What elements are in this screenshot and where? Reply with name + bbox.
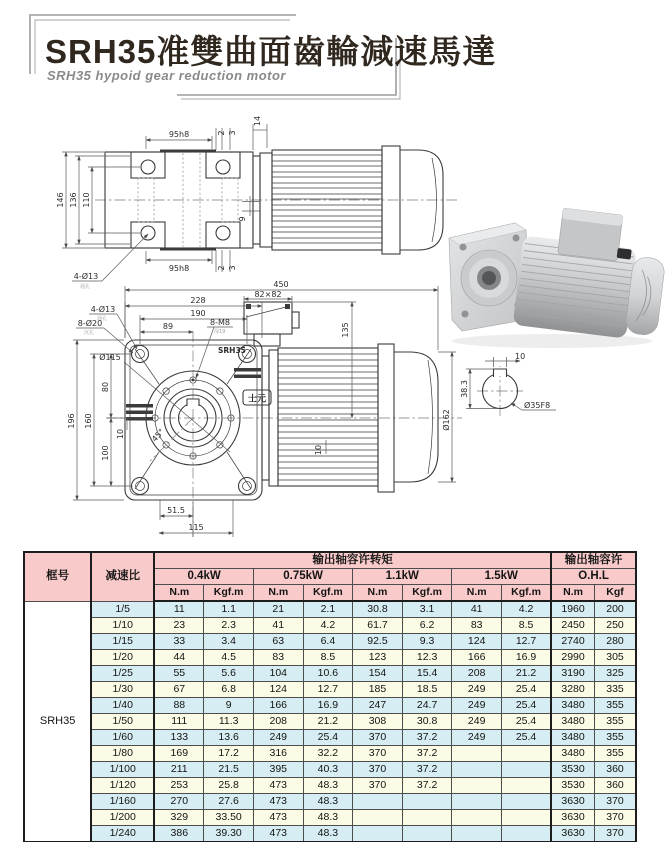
hole-note: 沉孔 xyxy=(84,330,95,336)
table-cell: 4.2 xyxy=(303,618,353,634)
dim-label: 9 xyxy=(238,216,247,222)
hole-callout: 8-Ø20 xyxy=(77,319,103,328)
table-cell: 249 xyxy=(452,698,502,714)
table-cell: 370 xyxy=(353,762,403,778)
dim-label: 146 xyxy=(56,192,65,208)
table-cell: 40.3 xyxy=(303,762,353,778)
table-cell: 15.4 xyxy=(402,666,452,682)
table-cell: 88 xyxy=(154,698,204,714)
top-view-drawing xyxy=(56,116,458,290)
table-cell: 270 xyxy=(154,794,204,810)
col-header-kw: 1.5kW xyxy=(452,569,551,585)
dim-label: 51.5 xyxy=(167,506,185,515)
photo-cable-gland xyxy=(617,248,632,260)
table-cell: 395 xyxy=(253,762,303,778)
ratio-cell: 1/5 xyxy=(91,601,154,618)
table-cell: 6.2 xyxy=(402,618,452,634)
table-cell: 370 xyxy=(595,810,636,826)
table-cell: 18.5 xyxy=(402,682,452,698)
table-cell: 32.2 xyxy=(303,746,353,762)
table-cell: 3.1 xyxy=(402,601,452,618)
table-cell: 249 xyxy=(452,730,502,746)
ratio-cell: 1/30 xyxy=(91,682,154,698)
table-cell: 27.6 xyxy=(204,794,254,810)
dim-label: 196 xyxy=(67,413,76,429)
col-header-torque: 输出轴容许转矩 xyxy=(154,552,551,569)
table-cell: 1960 xyxy=(551,601,594,618)
table-cell: 11.3 xyxy=(204,714,254,730)
table-cell: 30.8 xyxy=(353,601,403,618)
table-cell: 1.1 xyxy=(204,601,254,618)
table-cell: 133 xyxy=(154,730,204,746)
table-cell: 473 xyxy=(253,810,303,826)
table-cell: 10.6 xyxy=(303,666,353,682)
ratio-cell: 1/40 xyxy=(91,698,154,714)
table-cell: 21.2 xyxy=(303,714,353,730)
table-cell: 30.8 xyxy=(402,714,452,730)
table-cell: 37.2 xyxy=(402,762,452,778)
table-cell: 9 xyxy=(204,698,254,714)
dim-label: Ø162 xyxy=(442,409,451,431)
table-cell: 3630 xyxy=(551,794,594,810)
brand-logo: 士元 xyxy=(247,394,267,405)
table-cell xyxy=(502,794,552,810)
table-cell: 249 xyxy=(253,730,303,746)
table-cell: 48.3 xyxy=(303,778,353,794)
table-row xyxy=(24,650,636,666)
dim-label: 45° xyxy=(150,427,167,444)
table-cell: 370 xyxy=(353,730,403,746)
ratio-cell: 1/25 xyxy=(91,666,154,682)
technical-drawing xyxy=(0,100,666,550)
table-cell xyxy=(502,810,552,826)
table-cell: 124 xyxy=(253,682,303,698)
table-cell: 25.4 xyxy=(502,682,552,698)
frame-cell: SRH35 xyxy=(24,601,91,842)
terminal-box xyxy=(244,302,299,346)
table-cell xyxy=(502,746,552,762)
plate-model-label: SRH35 xyxy=(218,346,246,355)
dim-label: 2 xyxy=(217,130,226,136)
table-cell: 325 xyxy=(595,666,636,682)
table-cell: 25.4 xyxy=(303,730,353,746)
table-cell: 166 xyxy=(452,650,502,666)
table-row xyxy=(24,698,636,714)
ratio-cell: 1/100 xyxy=(91,762,154,778)
table-cell: 2740 xyxy=(551,634,594,650)
table-cell xyxy=(452,826,502,842)
table-cell: 37.2 xyxy=(402,746,452,762)
table-row xyxy=(24,762,636,778)
table-cell: 308 xyxy=(353,714,403,730)
table-row xyxy=(24,666,636,682)
table-cell: 360 xyxy=(595,778,636,794)
table-cell: 8.5 xyxy=(303,650,353,666)
ratio-cell: 1/15 xyxy=(91,634,154,650)
table-cell: 250 xyxy=(595,618,636,634)
ratio-cell: 1/60 xyxy=(91,730,154,746)
table-cell: 16.9 xyxy=(502,650,552,666)
table-cell: 208 xyxy=(452,666,502,682)
front-view-drawing xyxy=(67,280,462,540)
table-cell: 12.7 xyxy=(303,682,353,698)
table-cell xyxy=(353,810,403,826)
table-row xyxy=(24,746,636,762)
dim-label: 10 xyxy=(515,352,526,361)
table-cell xyxy=(353,826,403,842)
photo-bore xyxy=(482,271,496,285)
dim-label: Ø35F8 xyxy=(524,401,551,410)
table-cell: 12.3 xyxy=(402,650,452,666)
table-cell: 67 xyxy=(154,682,204,698)
table-cell: 33 xyxy=(154,634,204,650)
table-cell: 41 xyxy=(253,618,303,634)
table-row xyxy=(24,714,636,730)
table-cell: 370 xyxy=(353,778,403,794)
table-cell: 316 xyxy=(253,746,303,762)
table-cell: 3280 xyxy=(551,682,594,698)
dim-label: 10 xyxy=(314,444,323,456)
table-cell: 21.2 xyxy=(502,666,552,682)
table-cell: 124 xyxy=(452,634,502,650)
mount-hole xyxy=(141,226,155,240)
col-header-frame: 框号 xyxy=(24,552,91,601)
ratio-cell: 1/240 xyxy=(91,826,154,842)
ratio-cell: 1/120 xyxy=(91,778,154,794)
table-row xyxy=(24,601,636,618)
dim-label: 2 xyxy=(217,265,226,271)
unit-header: N.m xyxy=(551,585,594,602)
table-cell: 39.30 xyxy=(204,826,254,842)
table-cell: 24.7 xyxy=(402,698,452,714)
table-cell: 3530 xyxy=(551,778,594,794)
unit-header: Kgf xyxy=(595,585,636,602)
page-subtitle: SRH35 hypoid gear reduction motor xyxy=(47,68,286,83)
table-cell: 185 xyxy=(353,682,403,698)
dim-label: 3 xyxy=(228,265,237,271)
table-cell: 370 xyxy=(595,826,636,842)
dim-label: 228 xyxy=(190,296,206,305)
table-cell: 8.5 xyxy=(502,618,552,634)
table-cell: 169 xyxy=(154,746,204,762)
table-cell: 48.3 xyxy=(303,826,353,842)
ratio-cell: 1/20 xyxy=(91,650,154,666)
table-cell: 3480 xyxy=(551,714,594,730)
mount-hole xyxy=(141,160,155,174)
dim-label: 95h8 xyxy=(168,130,190,139)
table-cell: 253 xyxy=(154,778,204,794)
table-cell: 83 xyxy=(452,618,502,634)
table-cell: 3.4 xyxy=(204,634,254,650)
table-cell xyxy=(452,778,502,794)
dim-label: 450 xyxy=(273,280,289,289)
dim-label: 89 xyxy=(162,322,174,331)
table-cell: 11 xyxy=(154,601,204,618)
fan-cover xyxy=(394,352,438,482)
table-cell: 3190 xyxy=(551,666,594,682)
table-cell: 355 xyxy=(595,714,636,730)
dim-label: 110 xyxy=(82,192,91,208)
table-cell: 247 xyxy=(353,698,403,714)
table-cell: 5.6 xyxy=(204,666,254,682)
table-cell xyxy=(452,762,502,778)
table-cell: 3630 xyxy=(551,826,594,842)
fin-lines xyxy=(272,155,382,243)
table-cell: 305 xyxy=(595,650,636,666)
table-body xyxy=(24,601,636,842)
unit-header: Kgf.m xyxy=(502,585,552,602)
table-cell: 355 xyxy=(595,698,636,714)
table-cell: 473 xyxy=(253,778,303,794)
unit-header: Kgf.m xyxy=(402,585,452,602)
cable-gland xyxy=(292,312,299,328)
table-cell: 2450 xyxy=(551,618,594,634)
dim-label: 160 xyxy=(84,413,93,429)
table-cell: 3530 xyxy=(551,762,594,778)
table-cell xyxy=(402,794,452,810)
table-cell: 63 xyxy=(253,634,303,650)
dim-label: 14 xyxy=(253,115,262,127)
table-cell: 335 xyxy=(595,682,636,698)
table-cell: 111 xyxy=(154,714,204,730)
hole-callout: 4-Ø13 xyxy=(73,272,99,281)
hole-callout: 8-M8 xyxy=(210,318,230,327)
table-row xyxy=(24,826,636,842)
table-cell: 6.4 xyxy=(303,634,353,650)
fin-lines xyxy=(278,354,378,480)
unit-header: N.m xyxy=(154,585,204,602)
table-cell: 211 xyxy=(154,762,204,778)
table-row xyxy=(24,810,636,826)
table-cell: 41 xyxy=(452,601,502,618)
shaft-dimensions xyxy=(460,352,556,410)
table-row xyxy=(24,634,636,650)
table-cell: 355 xyxy=(595,746,636,762)
table-cell: 61.7 xyxy=(353,618,403,634)
table-cell xyxy=(402,826,452,842)
shaft-section-drawing xyxy=(460,352,556,416)
hole-note: 通孔 xyxy=(97,316,108,322)
table-cell: 329 xyxy=(154,810,204,826)
hole-note: 通孔 xyxy=(80,284,91,290)
table-cell xyxy=(452,810,502,826)
page-title: SRH35准雙曲面齒輪減速馬達 xyxy=(45,33,497,70)
table-cell xyxy=(502,762,552,778)
col-header-ohl: 输出轴容许 xyxy=(551,552,636,569)
table-cell: 166 xyxy=(253,698,303,714)
motor-fins-body xyxy=(272,150,382,250)
unit-header: N.m xyxy=(452,585,502,602)
table-row xyxy=(24,682,636,698)
dim-label: Ø115 xyxy=(99,353,121,362)
table-cell: 2.1 xyxy=(303,601,353,618)
ratio-cell: 1/50 xyxy=(91,714,154,730)
table-cell: 25.4 xyxy=(502,730,552,746)
table-cell: 6.8 xyxy=(204,682,254,698)
table-cell: 360 xyxy=(595,762,636,778)
unit-header: Kgf.m xyxy=(204,585,254,602)
col-header-kw: 0.4kW xyxy=(154,569,253,585)
top-view-dimensions xyxy=(56,116,267,290)
col-header-ratio: 减速比 xyxy=(91,552,154,601)
table-cell xyxy=(452,746,502,762)
mount-hole xyxy=(216,160,230,174)
table-cell: 25.4 xyxy=(502,714,552,730)
table-cell: 3480 xyxy=(551,730,594,746)
table-cell: 17.2 xyxy=(204,746,254,762)
table-cell: 370 xyxy=(595,794,636,810)
product-photo xyxy=(449,204,666,348)
dim-label: 136 xyxy=(69,192,78,208)
dim-label: 190 xyxy=(190,309,206,318)
table-cell: 2990 xyxy=(551,650,594,666)
table-cell xyxy=(402,810,452,826)
dim-label: 38.3 xyxy=(460,380,469,398)
table-cell: 355 xyxy=(595,730,636,746)
table-cell: 3480 xyxy=(551,698,594,714)
table-cell: 208 xyxy=(253,714,303,730)
fan-cover-arc xyxy=(428,360,433,474)
hole-note: 深19 xyxy=(214,329,226,335)
table-cell: 55 xyxy=(154,666,204,682)
table-cell: 386 xyxy=(154,826,204,842)
table-cell: 3630 xyxy=(551,810,594,826)
table-row xyxy=(24,778,636,794)
unit-header: N.m xyxy=(253,585,303,602)
table-cell: 83 xyxy=(253,650,303,666)
table-cell: 200 xyxy=(595,601,636,618)
table-cell: 37.2 xyxy=(402,778,452,794)
dim-label: 80 xyxy=(101,381,110,393)
ratio-cell: 1/200 xyxy=(91,810,154,826)
hole-callout: 4-Ø13 xyxy=(90,305,116,314)
table-cell: 4.5 xyxy=(204,650,254,666)
table-cell: 21 xyxy=(253,601,303,618)
table-row xyxy=(24,618,636,634)
dim-label: 82×82 xyxy=(254,290,282,299)
mount-hole xyxy=(216,226,230,240)
table-row xyxy=(24,730,636,746)
col-header-ohl-sub: O.H.L xyxy=(551,569,636,585)
table-cell: 48.3 xyxy=(303,794,353,810)
table-cell: 37.2 xyxy=(402,730,452,746)
table-cell: 370 xyxy=(353,746,403,762)
unit-header: Kgf.m xyxy=(303,585,353,602)
box-neck xyxy=(254,334,280,346)
table-cell xyxy=(353,794,403,810)
table-cell: 16.9 xyxy=(303,698,353,714)
table-cell: 13.6 xyxy=(204,730,254,746)
table-cell xyxy=(452,794,502,810)
title-block xyxy=(0,0,666,110)
table-cell: 473 xyxy=(253,794,303,810)
table-cell: 23 xyxy=(154,618,204,634)
table-cell: 2.3 xyxy=(204,618,254,634)
dim-label: 3 xyxy=(228,130,237,136)
dim-label: 95h8 xyxy=(168,264,190,273)
table-cell: 473 xyxy=(253,826,303,842)
table-cell: 12.7 xyxy=(502,634,552,650)
table-cell xyxy=(502,826,552,842)
table-cell: 4.2 xyxy=(502,601,552,618)
table-cell: 21.5 xyxy=(204,762,254,778)
ratio-cell: 1/80 xyxy=(91,746,154,762)
table-cell: 104 xyxy=(253,666,303,682)
photo-motor xyxy=(513,204,666,343)
table-cell: 154 xyxy=(353,666,403,682)
ratio-cell: 1/160 xyxy=(91,794,154,810)
table-header xyxy=(24,552,636,601)
table-cell: 249 xyxy=(452,682,502,698)
table-cell: 249 xyxy=(452,714,502,730)
unit-header: N.m xyxy=(353,585,403,602)
dim-label: 10 xyxy=(116,428,125,440)
table-cell xyxy=(502,778,552,794)
table-cell: 48.3 xyxy=(303,810,353,826)
table-cell: 44 xyxy=(154,650,204,666)
table-cell: 280 xyxy=(595,634,636,650)
table-cell: 25.8 xyxy=(204,778,254,794)
table-cell: 92.5 xyxy=(353,634,403,650)
dim-label: 100 xyxy=(101,445,110,461)
dim-label: 115 xyxy=(188,523,204,532)
specification-table xyxy=(23,551,637,842)
dim-label: 135 xyxy=(341,322,350,338)
table-cell: 123 xyxy=(353,650,403,666)
table-cell: 25.4 xyxy=(502,698,552,714)
table-cell: 33.50 xyxy=(204,810,254,826)
col-header-kw: 0.75kW xyxy=(253,569,352,585)
table-cell: 9.3 xyxy=(402,634,452,650)
table-row xyxy=(24,794,636,810)
col-header-kw: 1.1kW xyxy=(353,569,452,585)
table-cell: 3480 xyxy=(551,746,594,762)
ratio-cell: 1/10 xyxy=(91,618,154,634)
